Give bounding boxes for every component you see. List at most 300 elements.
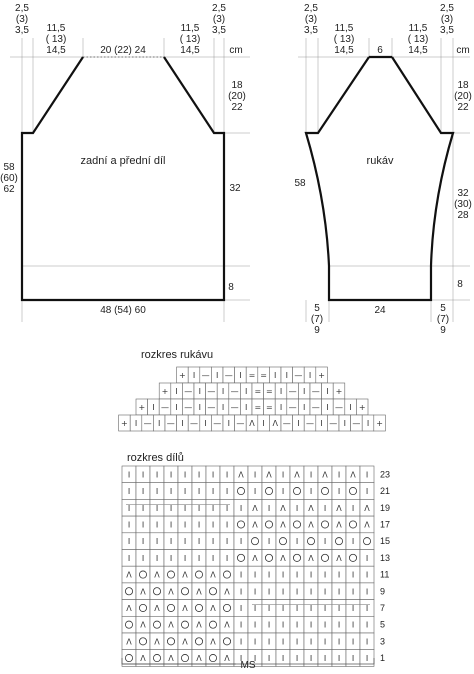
stitch-symbol: I [326, 387, 329, 396]
stitch-symbol: + [318, 371, 325, 380]
stitch-symbol: — [306, 419, 314, 428]
stitch-symbol: I [169, 537, 173, 547]
stitch-symbol: I [303, 387, 306, 396]
stitch-cell [234, 550, 248, 567]
sleeve-top-width: 6 [377, 45, 383, 56]
stitch-symbol: Λ [336, 503, 342, 513]
stitch-cell [276, 533, 290, 550]
stitch-symbol: — [224, 371, 233, 380]
stitch-symbol: — [236, 419, 245, 428]
stitch-symbol: Λ [280, 503, 286, 513]
dim-text: 3,5 [15, 25, 29, 36]
stitch-symbol: Λ [350, 470, 356, 480]
stitch-symbol: I [309, 637, 313, 647]
body-shoulder-right-dims [180, 23, 201, 56]
row-number: 3 [380, 636, 386, 647]
stitch-cell [192, 566, 206, 583]
stitch-symbol: Λ [196, 654, 202, 664]
stitch-symbol: Λ [182, 637, 188, 647]
stitch-symbol: I [155, 503, 159, 513]
stitch-symbol: I [197, 537, 201, 547]
sleeve-top-left-dims [304, 3, 318, 36]
stitch-symbol: I [175, 387, 178, 396]
stitch-symbol: I [309, 620, 313, 630]
stitch-symbol: I [262, 419, 265, 428]
sleeve-cap-dims [454, 80, 472, 113]
sleeve-chart-title: rozkres rukávu [141, 349, 214, 361]
stitch-symbol: Λ [210, 637, 216, 647]
stitch-symbol: I [309, 470, 313, 480]
sleeve-length-right-dims [454, 188, 472, 221]
stitch-symbol: = [248, 371, 256, 380]
stitch-symbol: I [197, 553, 201, 563]
stitch-symbol: + [376, 419, 383, 428]
sleeve-cuff-right-dims [437, 303, 449, 336]
stitch-symbol: — [335, 403, 343, 412]
stitch-symbol: I [221, 403, 225, 412]
stitch-symbol: I [267, 537, 271, 547]
stitch-symbol: I [267, 637, 271, 647]
stitch-symbol: I [365, 553, 369, 563]
sleeve-cuff-left-dims [311, 303, 323, 336]
stitch-symbol: I [141, 537, 145, 547]
stitch-symbol: I [281, 570, 285, 580]
stitch-symbol: I [192, 371, 196, 380]
stitch-symbol: Λ [140, 654, 146, 664]
stitch-cell [164, 633, 178, 650]
stitch-symbol: — [282, 419, 291, 428]
dim-text: 58 [3, 162, 15, 173]
stitch-symbol: I [267, 620, 271, 630]
stitch-symbol: I [253, 637, 257, 647]
stitch-cell [122, 583, 136, 600]
body-outline [22, 57, 224, 300]
dim-text: 5 [314, 303, 320, 314]
stitch-symbol: I [323, 570, 327, 580]
stitch-symbol: I [211, 470, 215, 480]
stitch-symbol: I [127, 553, 131, 563]
stitch-symbol: I [197, 520, 201, 530]
body-shoulder-left-dims [46, 23, 67, 56]
dim-text: ( 13) [45, 34, 67, 45]
stitch-symbol: I [295, 570, 299, 580]
bottom-width: 48 (54) 60 [100, 305, 146, 316]
stitch-symbol: I [211, 487, 215, 497]
stitch-symbol: I [285, 371, 288, 380]
stitch-symbol: I [343, 419, 346, 428]
stitch-symbol: I [281, 620, 285, 630]
dim-text: (7) [436, 314, 450, 325]
stitch-symbol: I [351, 620, 355, 630]
stitch-symbol: Λ [364, 503, 370, 513]
body-top-right-dims [212, 3, 226, 36]
stitch-symbol: I [365, 587, 369, 597]
unit-label: cm [229, 45, 243, 56]
row-number: 19 [380, 502, 391, 513]
stitch-symbol: I [366, 419, 370, 428]
stitch-symbol: I [211, 537, 215, 547]
stitch-cell [318, 483, 332, 500]
stitch-symbol: I [295, 603, 299, 613]
row-number: 17 [380, 519, 391, 530]
stitch-symbol: I [141, 470, 145, 480]
stitch-symbol: I [309, 487, 313, 497]
stitch-symbol: Λ [196, 587, 202, 597]
stitch-symbol: I [351, 603, 355, 613]
stitch-symbol: + [358, 403, 366, 412]
stitch-symbol: I [351, 637, 355, 647]
stitch-symbol: — [352, 419, 361, 428]
dim-text: 14,5 [46, 45, 66, 56]
stitch-symbol: I [337, 487, 341, 497]
stitch-symbol: I [169, 503, 173, 513]
stitch-symbol: — [311, 403, 320, 412]
stitch-symbol: I [127, 487, 131, 497]
stitch-symbol: I [239, 371, 242, 380]
stitch-symbol: = [266, 403, 273, 412]
stitch-symbol: + [179, 371, 186, 380]
stitch-cell [164, 566, 178, 583]
stitch-symbol: Λ [266, 470, 272, 480]
dim-text: 28 [457, 210, 469, 221]
stitch-symbol: I [323, 587, 327, 597]
stitch-symbol: Λ [126, 637, 132, 647]
stitch-symbol: I [239, 503, 243, 513]
stitch-symbol: I [323, 637, 327, 647]
stitch-cell [262, 483, 276, 500]
rib-height: 8 [228, 282, 234, 293]
stitch-symbol: I [295, 654, 299, 664]
stitch-cell [290, 483, 304, 500]
stitch-symbol: I [155, 537, 159, 547]
stitch-symbol: I [337, 603, 341, 613]
stitch-symbol: Λ [238, 470, 244, 480]
sleeve-stitch-chart [119, 367, 386, 431]
stitch-symbol: Λ [154, 570, 160, 580]
body-panel-schematic [10, 38, 250, 322]
stitch-symbol: I [337, 637, 341, 647]
stitch-symbol: I [225, 520, 229, 530]
stitch-symbol: I [253, 470, 257, 480]
dim-text: 9 [314, 325, 320, 336]
stitch-symbol: I [253, 587, 257, 597]
stitch-symbol: Λ [280, 553, 286, 563]
stitch-symbol: I [365, 637, 369, 647]
stitch-symbol: Λ [224, 620, 230, 630]
stitch-symbol: I [281, 654, 285, 664]
stitch-symbol: I [351, 503, 355, 513]
stitch-symbol: I [323, 503, 327, 513]
stitch-symbol: — [230, 387, 239, 396]
stitch-symbol: I [323, 537, 327, 547]
stitch-symbol: I [323, 620, 327, 630]
dim-text: (3) [440, 14, 454, 25]
stitch-symbol: I [281, 603, 285, 613]
stitch-cell [192, 600, 206, 617]
stitch-cell [234, 483, 248, 500]
stitch-symbol: = [254, 403, 262, 412]
stitch-symbol: I [323, 603, 327, 613]
stitch-symbol: I [141, 487, 145, 497]
stitch-symbol: Λ [126, 570, 132, 580]
stitch-symbol: — [213, 419, 222, 428]
stitch-symbol: Λ [210, 603, 216, 613]
stitch-symbol: I [183, 503, 187, 513]
dim-text: (3) [15, 14, 29, 25]
stitch-cell [220, 633, 234, 650]
stitch-symbol: I [216, 371, 219, 380]
dim-text: (7) [310, 314, 324, 325]
stitch-symbol: I [141, 553, 145, 563]
stitch-symbol: I [309, 587, 313, 597]
stitch-symbol: I [211, 520, 215, 530]
dim-text: 2,5 [15, 3, 29, 14]
stitch-symbol: I [239, 654, 243, 664]
dim-text: 11,5 [334, 23, 354, 34]
stitch-symbol: I [274, 371, 277, 380]
stitch-symbol: I [320, 419, 323, 428]
stitch-symbol: I [281, 587, 285, 597]
stitch-cell [248, 533, 262, 550]
stitch-symbol: I [281, 470, 285, 480]
stitch-symbol: I [337, 570, 341, 580]
sleeve-length-left: 58 [294, 178, 306, 189]
stitch-symbol: I [225, 503, 229, 513]
stitch-symbol: Λ [196, 620, 202, 630]
body-top-left-dims [15, 3, 29, 36]
stitch-symbol: Λ [294, 470, 300, 480]
stitch-cell [192, 633, 206, 650]
stitch-symbol: I [295, 637, 299, 647]
stitch-symbol: I [267, 570, 271, 580]
stitch-symbol: I [158, 419, 161, 428]
dim-text: 18 [231, 80, 243, 91]
stitch-symbol: I [183, 537, 187, 547]
sleeve-outline [306, 57, 453, 300]
stitch-cell [206, 583, 220, 600]
dim-text: (20) [454, 91, 472, 102]
stitch-symbol: I [239, 637, 243, 647]
dim-text: (3) [304, 14, 318, 25]
stitch-symbol: I [245, 403, 248, 412]
stitch-symbol: Λ [322, 470, 328, 480]
stitch-symbol: I [337, 654, 341, 664]
stitch-symbol: I [349, 403, 352, 412]
stitch-symbol: — [190, 419, 198, 428]
dim-text: 14,5 [180, 45, 200, 56]
dim-text: 11,5 [46, 23, 66, 34]
body-armhole-dims [228, 80, 246, 113]
stitch-symbol: — [288, 387, 297, 396]
dim-text: ( 13) [179, 34, 201, 45]
sleeve-shoulder-left-dims [334, 23, 355, 56]
stitch-symbol: I [197, 487, 201, 497]
stitch-symbol: I [127, 537, 131, 547]
body-chart-title: rozkres dílů [127, 452, 184, 464]
row-number: 5 [380, 619, 386, 630]
ms-label: MS [240, 660, 256, 671]
stitch-symbol: I [239, 620, 243, 630]
stitch-symbol: Λ [154, 637, 160, 647]
stitch-symbol: I [351, 654, 355, 664]
stitch-symbol: = [260, 371, 267, 380]
neck-width-label: 20 (22) 24 [100, 45, 146, 56]
stitch-symbol: I [225, 470, 229, 480]
stitch-symbol: Λ [252, 553, 258, 563]
stitch-symbol: Λ [308, 503, 314, 513]
stitch-symbol: I [239, 570, 243, 580]
stitch-symbol: I [365, 603, 369, 613]
stitch-symbol: Λ [224, 587, 230, 597]
dim-text: (20) [228, 91, 246, 102]
stitch-symbol: I [227, 419, 230, 428]
stitch-symbol: Λ [182, 603, 188, 613]
stitch-symbol: I [197, 470, 201, 480]
stitch-symbol: I [309, 603, 313, 613]
stitch-symbol: Λ [249, 419, 255, 428]
row-number: 1 [380, 653, 386, 664]
stitch-cell [206, 616, 220, 633]
stitch-cell [220, 600, 234, 617]
stitch-symbol: I [279, 403, 283, 412]
stitch-symbol: I [308, 371, 312, 380]
stitch-cell [178, 583, 192, 600]
dim-text: 11,5 [408, 23, 428, 34]
stitch-cell [318, 516, 332, 533]
stitch-cell [220, 566, 234, 583]
stitch-cell [122, 616, 136, 633]
stitch-symbol: I [337, 470, 341, 480]
stitch-symbol: I [253, 654, 257, 664]
stitch-cell [346, 483, 360, 500]
stitch-cell [262, 516, 276, 533]
stitch-symbol: Λ [308, 520, 314, 530]
stitch-symbol: I [221, 387, 225, 396]
sleeve-rib-height: 8 [457, 279, 463, 290]
stitch-symbol: I [183, 553, 187, 563]
stitch-symbol: — [184, 403, 193, 412]
dim-text: (3) [212, 14, 226, 25]
stitch-symbol: = [266, 387, 273, 396]
stitch-symbol: — [207, 387, 216, 396]
stitch-symbol: I [253, 620, 257, 630]
stitch-symbol: I [295, 537, 299, 547]
stitch-symbol: Λ [168, 587, 174, 597]
stitch-symbol: — [143, 419, 152, 428]
stitch-symbol: I [295, 587, 299, 597]
stitch-symbol: I [279, 387, 283, 396]
sleeve-bottom-width: 24 [374, 305, 386, 316]
sleeve-panel-title: rukáv [366, 155, 394, 167]
dim-text: 2,5 [440, 3, 454, 14]
stitch-symbol: I [211, 553, 215, 563]
dim-text: 14,5 [408, 45, 428, 56]
stitch-symbol: I [198, 387, 201, 396]
stitch-symbol: I [281, 637, 285, 647]
stitch-symbol: I [225, 537, 229, 547]
dim-text: 22 [457, 102, 469, 113]
stitch-symbol: I [155, 470, 159, 480]
stitch-symbol: I [225, 553, 229, 563]
stitch-symbol: I [141, 520, 145, 530]
dim-text: 14,5 [334, 45, 354, 56]
stitch-symbol: I [365, 654, 369, 664]
stitch-cell [304, 533, 318, 550]
row-number: 11 [380, 569, 390, 580]
stitch-symbol: I [267, 603, 271, 613]
stitch-symbol: — [166, 419, 175, 428]
stitch-cell [262, 550, 276, 567]
sleeve-shoulder-right-dims [408, 23, 429, 56]
stitch-symbol: I [239, 537, 243, 547]
stitch-symbol: I [197, 503, 201, 513]
stitch-symbol: I [337, 587, 341, 597]
dim-text: 9 [440, 325, 446, 336]
dim-text: 3,5 [212, 25, 226, 36]
stitch-symbol: Λ [210, 570, 216, 580]
stitch-cell [178, 616, 192, 633]
stitch-symbol: I [323, 654, 327, 664]
stitch-symbol: I [351, 570, 355, 580]
stitch-symbol: I [152, 403, 155, 412]
row-number: 7 [380, 602, 386, 613]
dim-text: (60) [0, 173, 18, 184]
stitch-symbol: I [309, 654, 313, 664]
dim-text: 62 [3, 184, 15, 195]
stitch-symbol: + [161, 387, 169, 396]
stitch-symbol: I [183, 470, 187, 480]
stitch-symbol: I [127, 520, 131, 530]
row-number: 13 [380, 552, 391, 563]
stitch-symbol: I [351, 587, 355, 597]
stitch-symbol: I [267, 654, 271, 664]
stitch-symbol: I [245, 387, 248, 396]
stitch-cell [136, 633, 150, 650]
stitch-symbol: I [181, 419, 184, 428]
dim-text: 11,5 [180, 23, 200, 34]
body-stitch-chart [122, 466, 390, 666]
stitch-symbol: I [155, 553, 159, 563]
dim-text: 32 [457, 188, 469, 199]
dim-text: (30) [454, 199, 472, 210]
stitch-symbol: — [294, 371, 303, 380]
stitch-symbol: — [161, 403, 169, 412]
stitch-symbol: I [127, 470, 131, 480]
stitch-symbol: I [295, 503, 299, 513]
stitch-symbol: I [281, 487, 285, 497]
dim-text: 3,5 [304, 25, 318, 36]
stitch-symbol: I [267, 503, 271, 513]
stitch-symbol: — [329, 419, 338, 428]
stitch-symbol: Λ [280, 520, 286, 530]
stitch-cell [318, 550, 332, 567]
stitch-symbol: I [303, 403, 306, 412]
stitch-symbol: — [201, 371, 210, 380]
stitch-symbol: Λ [168, 620, 174, 630]
stitch-symbol: I [351, 537, 355, 547]
stitch-symbol: I [295, 620, 299, 630]
stitch-symbol: I [169, 487, 173, 497]
stitch-symbol: I [309, 570, 313, 580]
stitch-symbol: I [183, 487, 187, 497]
stitch-cell [150, 583, 164, 600]
stitch-cell [164, 600, 178, 617]
stitch-symbol: I [127, 503, 131, 513]
dim-text: 18 [457, 80, 469, 91]
stitch-symbol: Λ [182, 570, 188, 580]
stitch-symbol: I [365, 570, 369, 580]
stitch-symbol: I [297, 419, 300, 428]
